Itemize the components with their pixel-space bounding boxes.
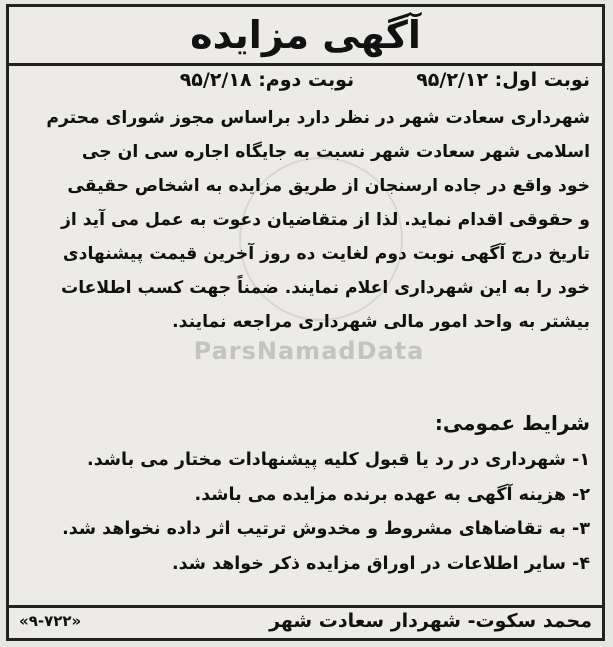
title-bar <box>9 7 602 66</box>
second-turn: نوبت دوم: ۹۵/۲/۱۸ <box>179 69 355 91</box>
first-turn: نوبت اول: ۹۵/۲/۱۲ <box>416 69 590 91</box>
body-line: و حقوقی اقدام نماید. لذا از متقاضیان دعوت به عمل می آید از <box>60 210 590 230</box>
condition-item: ۱- شهرداری در رد یا قبول کلیه پیشنهادات مختار می باشد. <box>87 450 590 470</box>
body-line: شهرداری سعادت شهر در نظر دارد براساس مجوز شورای محترم <box>46 108 590 128</box>
conditions-title: شرایط عمومی: <box>434 411 590 435</box>
auction-notice <box>6 4 605 641</box>
watermark: ParsNamadData <box>193 337 425 365</box>
signature: محمد سکوت- شهردار سعادت شهر <box>269 610 592 632</box>
body-line: بیشتر به واحد امور مالی شهرداری مراجعه نمایند. <box>172 312 590 332</box>
condition-item: ۲- هزینه آگهی به عهده برنده مزایده می باشد. <box>194 484 590 505</box>
body-line: خود را به این شهرداری اعلام نمایند. ضمناً جهت کسب اطلاعات <box>60 278 590 298</box>
condition-item: ۴- سایر اطلاعات در اوراق مزایده ذکر خواهد شد. <box>171 553 590 574</box>
reference-code: «۹-۷۲۲» <box>19 612 82 630</box>
notice-title: آگهی مزایده <box>190 13 421 57</box>
body-line: خود واقع در جاده ارسنجان از طریق مزایده به اشخاص حقیقی <box>67 176 590 196</box>
signature-bar <box>9 605 602 638</box>
body-line: تاریخ درج آگهی نوبت دوم لغایت ده روز آخرین قیمت پیشنهادی <box>62 244 590 264</box>
conditions-list <box>19 443 590 581</box>
condition-item: ۳- به تقاضاهای مشروط و مخدوش ترتیب اثر داده نخواهد شد. <box>62 519 590 539</box>
body-line: اسلامی شهر سعادت شهر نسبت به جایگاه اجاره سی ان جی <box>81 142 590 162</box>
notice-body <box>19 101 590 339</box>
publication-turns <box>21 69 590 91</box>
